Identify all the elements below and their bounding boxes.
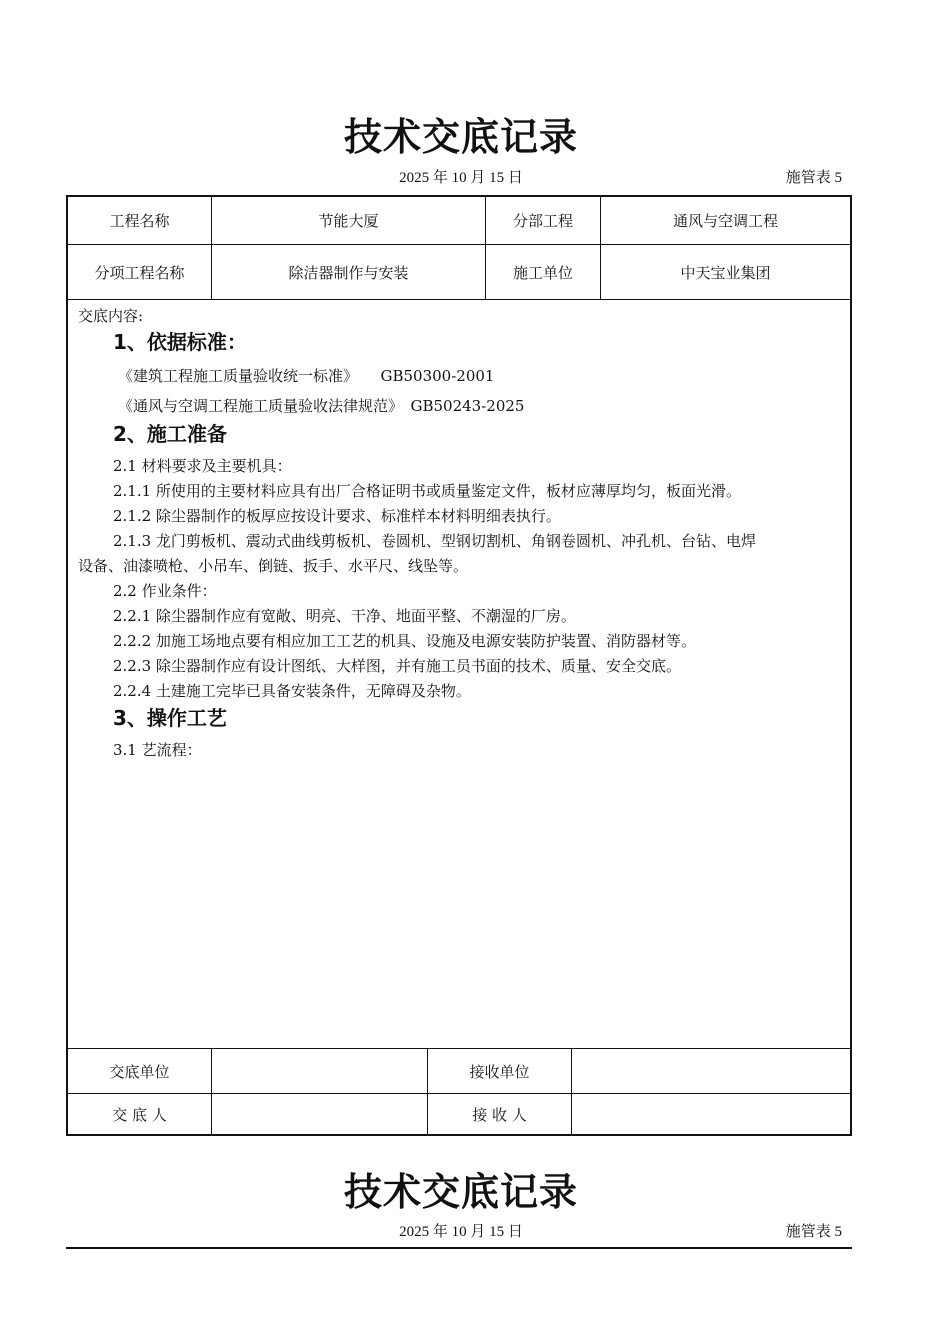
info-row-subitem — [68, 245, 850, 300]
project-name-value: 节能大厦 — [212, 197, 486, 244]
division-label: 分部工程 — [486, 197, 601, 244]
construction-unit-value: 中天宝业集团 — [680, 263, 771, 282]
receiver-unit-label: 接收单位 — [428, 1049, 572, 1093]
issuer-unit-label: 交底单位 — [68, 1049, 212, 1093]
construction-unit-label: 施工单位 — [486, 245, 601, 299]
subitem-value: 除洁器制作与安装 — [212, 245, 486, 299]
issuer-person-label: 交 底 人 — [68, 1094, 212, 1134]
disclosure-content — [68, 300, 850, 1049]
para-2-2-1: 2.2.1 除尘器制作应有宽敞、明亮、干净、地面平整、不潮湿的厂房。 — [113, 607, 576, 625]
para-3-1: 3.1 艺流程： — [113, 741, 202, 759]
para-2-1: 2.1 材料要求及主要机具： — [113, 457, 292, 475]
receiver-person-label: 接 收 人 — [428, 1094, 572, 1134]
form-number-2: 施管表 5 — [785, 1224, 842, 1240]
para-2-1-3: 2.1.3 龙门剪板机、震动式曲线剪板机、卷圆机、型钢切割机、角钢卷圆机、冲孔机、台钻、电焊 — [113, 532, 756, 550]
record-date: 2025 年 10 月 15 日 — [399, 170, 523, 186]
receiver-person-field[interactable] — [572, 1094, 850, 1134]
issuer-person-field[interactable] — [212, 1094, 428, 1134]
subitem-label: 分项工程名称 — [68, 245, 212, 299]
content-label: 交底内容: — [78, 307, 144, 325]
info-row-project — [68, 197, 850, 245]
standard-1: 《建筑工程施工质量验收统一标准》 GB50300-2001 — [118, 367, 495, 385]
signoff-row-units — [68, 1049, 850, 1094]
para-2-1-3-cont: 设备、油漆喷枪、小吊车、倒链、扳手、水平尺、线坠等。 — [78, 557, 469, 575]
signoff-row-persons — [68, 1094, 850, 1134]
standard-2: 《通风与空调工程施工质量验收法律规范》 GB50243-2025 — [118, 397, 525, 415]
record-table — [66, 195, 852, 1136]
division-value: 通风与空调工程 — [672, 212, 778, 230]
form-number: 施管表 5 — [785, 170, 842, 186]
para-2-2-3: 2.2.3 除尘器制作应有设计图纸、大样图，并有施工员书面的技术、质量、安全交底。 — [113, 657, 681, 675]
para-2-2: 2.2 作业条件： — [113, 582, 217, 600]
table-top-border — [66, 1247, 852, 1249]
para-2-1-2: 2.1.2 除尘器制作的板厚应按设计要求、标准样本材料明细表执行。 — [113, 507, 561, 525]
issuer-unit-field[interactable] — [212, 1049, 428, 1093]
para-2-1-1: 2.1.1 所使用的主要材料应具有出厂合格证明书或质量鉴定文件，板材应薄厚均匀，板面光滑。 — [113, 482, 741, 500]
project-name-label: 工程名称 — [68, 197, 212, 244]
section-heading-3: 3、操作工艺 — [113, 706, 227, 730]
receiver-unit-field[interactable] — [572, 1049, 850, 1093]
page-title: 技术交底记录 — [343, 115, 578, 159]
section-heading-2: 2、施工准备 — [113, 422, 227, 446]
para-2-2-2: 2.2.2 加施工场地点要有相应加工工艺的机具、设施及电源安装防护装置、消防器材等。 — [113, 632, 696, 650]
record-date-2: 2025 年 10 月 15 日 — [399, 1224, 523, 1240]
page-title-2: 技术交底记录 — [343, 1170, 578, 1214]
para-2-2-4: 2.2.4 土建施工完毕已具备安装条件，无障碍及杂物。 — [113, 682, 471, 700]
section-heading-1: 1、依据标准： — [113, 330, 247, 354]
